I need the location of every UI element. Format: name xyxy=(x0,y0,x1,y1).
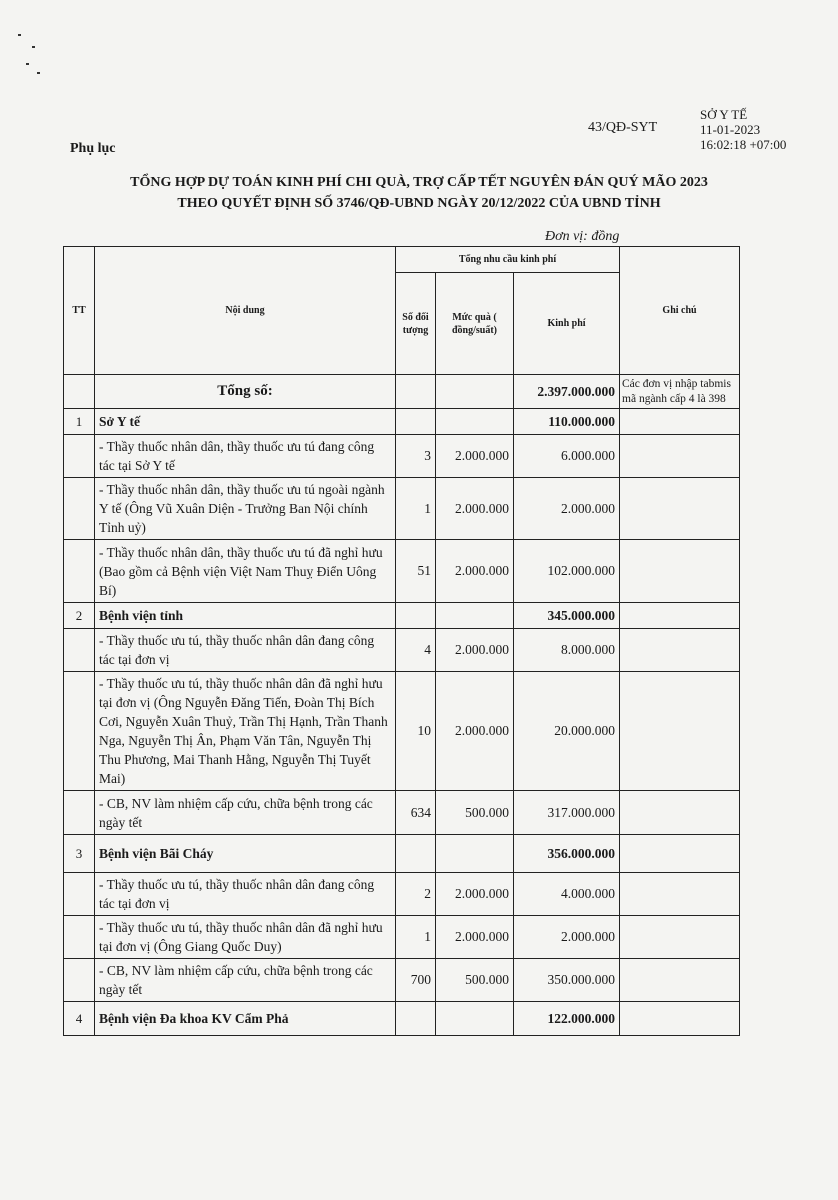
stamp-time: 16:02:18 +07:00 xyxy=(700,137,787,152)
row-note xyxy=(620,791,740,835)
table-row xyxy=(64,835,740,873)
row-content: - Thầy thuốc ưu tú, thầy thuốc nhân dân đang công tác tại đơn vị xyxy=(95,629,396,672)
row-amount: 6.000.000 xyxy=(514,435,620,478)
row-rate xyxy=(436,1002,514,1036)
row-amount: 110.000.000 xyxy=(514,409,620,435)
table-row xyxy=(64,791,740,835)
currency-unit: Đơn vị: đồng xyxy=(545,229,620,244)
row-amount: 356.000.000 xyxy=(514,835,620,873)
row-tt xyxy=(64,435,95,478)
row-amount: 102.000.000 xyxy=(514,540,620,603)
header-budget-group: Tổng nhu cầu kinh phí xyxy=(396,247,620,273)
row-count xyxy=(396,603,436,629)
row-note xyxy=(620,959,740,1002)
row-note xyxy=(620,603,740,629)
header-count: Số đối tượng xyxy=(396,273,436,375)
row-tt xyxy=(64,629,95,672)
row-amount: 345.000.000 xyxy=(514,603,620,629)
table-row xyxy=(64,409,740,435)
row-rate: 2.000.000 xyxy=(436,873,514,916)
table-row xyxy=(64,873,740,916)
row-note xyxy=(620,1002,740,1036)
row-amount: 2.000.000 xyxy=(514,916,620,959)
row-rate: 2.000.000 xyxy=(436,629,514,672)
row-count: 1 xyxy=(396,916,436,959)
total-amount: 2.397.000.000 xyxy=(514,375,620,409)
row-content: - Thầy thuốc nhân dân, thầy thuốc ưu tú đã nghỉ hưu (Bao gồm cả Bệnh viện Việt Nam Thuỵ Điển Uông Bí) xyxy=(95,540,396,603)
row-content: - Thầy thuốc ưu tú, thầy thuốc nhân dân đã nghỉ hưu tại đơn vị (Ông Nguyễn Đăng Tiến, Đoàn Thị Bích Cơi, Nguyễn Xuân Thuỷ, Trần Thị Hạnh, Trần Thanh Nga, Nguyễn Thị Ân, Phạm Văn Tân, Nguyễn Thị Thu Phương, Mai Thanh Hằng, Nguyễn Thị Tuyết Mai) xyxy=(95,672,396,791)
row-rate: 2.000.000 xyxy=(436,478,514,540)
document-code: 43/QĐ-SYT xyxy=(588,120,658,135)
row-amount: 317.000.000 xyxy=(514,791,620,835)
table-row xyxy=(64,672,740,791)
row-content: - CB, NV làm nhiệm cấp cứu, chữa bệnh trong các ngày tết xyxy=(95,791,396,835)
row-content: - Thầy thuốc nhân dân, thầy thuốc ưu tú đang công tác tại Sở Y tế xyxy=(95,435,396,478)
row-content: Sở Y tế xyxy=(95,409,396,435)
row-note xyxy=(620,916,740,959)
row-content: - Thầy thuốc ưu tú, thầy thuốc nhân dân đang công tác tại đơn vị xyxy=(95,873,396,916)
row-count: 10 xyxy=(396,672,436,791)
row-note xyxy=(620,478,740,540)
row-content: - Thầy thuốc ưu tú, thầy thuốc nhân dân đã nghỉ hưu tại đơn vị (Ông Giang Quốc Duy) xyxy=(95,916,396,959)
table-row xyxy=(64,540,740,603)
row-count xyxy=(396,409,436,435)
table-row xyxy=(64,435,740,478)
header-tt: TT xyxy=(64,247,95,375)
table-row xyxy=(64,1002,740,1036)
row-count: 2 xyxy=(396,873,436,916)
appendix-label: Phụ lục xyxy=(70,141,116,156)
row-tt: 1 xyxy=(64,409,95,435)
scan-artifact xyxy=(26,63,29,65)
row-note xyxy=(620,435,740,478)
row-amount: 4.000.000 xyxy=(514,873,620,916)
table-row xyxy=(64,959,740,1002)
document-title-line2: THEO QUYẾT ĐỊNH SỐ 3746/QĐ-UBND NGÀY 20/12/2022 CỦA UBND TỈNH xyxy=(177,196,661,211)
row-tt xyxy=(64,478,95,540)
row-tt xyxy=(64,540,95,603)
row-rate: 2.000.000 xyxy=(436,540,514,603)
digital-signature-stamp xyxy=(700,107,786,152)
row-rate: 2.000.000 xyxy=(436,672,514,791)
table-row xyxy=(64,916,740,959)
total-label: Tổng số: xyxy=(95,375,396,409)
row-count xyxy=(396,835,436,873)
row-rate xyxy=(436,409,514,435)
row-rate: 2.000.000 xyxy=(436,435,514,478)
table-row xyxy=(64,629,740,672)
header-content: Nội dung xyxy=(95,247,396,375)
row-note xyxy=(620,873,740,916)
total-row xyxy=(64,375,740,409)
row-amount: 8.000.000 xyxy=(514,629,620,672)
row-rate xyxy=(436,835,514,873)
total-count xyxy=(396,375,436,409)
row-amount: 350.000.000 xyxy=(514,959,620,1002)
scan-artifact xyxy=(32,46,35,48)
row-count: 3 xyxy=(396,435,436,478)
row-count: 700 xyxy=(396,959,436,1002)
row-content: Bệnh viện Đa khoa KV Cẩm Phả xyxy=(95,1002,396,1036)
row-count xyxy=(396,1002,436,1036)
stamp-date: 11-01-2023 xyxy=(700,122,761,137)
total-rate xyxy=(436,375,514,409)
row-tt: 4 xyxy=(64,1002,95,1036)
budget-table xyxy=(63,246,740,1036)
row-note xyxy=(620,835,740,873)
header-rate: Mức quà ( đồng/suất) xyxy=(436,273,514,375)
row-note xyxy=(620,672,740,791)
table-row xyxy=(64,603,740,629)
row-rate: 2.000.000 xyxy=(436,916,514,959)
total-tt xyxy=(64,375,95,409)
table-row xyxy=(64,478,740,540)
header-amount: Kinh phí xyxy=(514,273,620,375)
row-tt xyxy=(64,873,95,916)
scan-artifact xyxy=(37,72,40,74)
row-count: 634 xyxy=(396,791,436,835)
row-tt: 3 xyxy=(64,835,95,873)
row-tt: 2 xyxy=(64,603,95,629)
row-rate xyxy=(436,603,514,629)
row-note xyxy=(620,409,740,435)
row-tt xyxy=(64,791,95,835)
row-count: 1 xyxy=(396,478,436,540)
row-content: - Thầy thuốc nhân dân, thầy thuốc ưu tú ngoài ngành Y tế (Ông Vũ Xuân Diện - Trưởng Ban Nội chính Tỉnh uỷ) xyxy=(95,478,396,540)
row-amount: 20.000.000 xyxy=(514,672,620,791)
row-tt xyxy=(64,916,95,959)
row-content: Bệnh viện Bãi Cháy xyxy=(95,835,396,873)
stamp-org: SỞ Y TẾ xyxy=(700,107,748,122)
scan-artifact xyxy=(18,34,21,36)
row-tt xyxy=(64,959,95,1002)
row-tt xyxy=(64,672,95,791)
row-note xyxy=(620,540,740,603)
total-note: Các đơn vị nhập tabmis mã ngành cấp 4 là 398 xyxy=(620,375,740,409)
row-amount: 122.000.000 xyxy=(514,1002,620,1036)
document-title-line1: TỔNG HỢP DỰ TOÁN KINH PHÍ CHI QUÀ, TRỢ CẤP TẾT NGUYÊN ĐÁN QUÝ MÃO 2023 xyxy=(130,175,708,190)
row-amount: 2.000.000 xyxy=(514,478,620,540)
row-rate: 500.000 xyxy=(436,791,514,835)
row-note xyxy=(620,629,740,672)
row-count: 51 xyxy=(396,540,436,603)
row-content: Bệnh viện tỉnh xyxy=(95,603,396,629)
row-content: - CB, NV làm nhiệm cấp cứu, chữa bệnh trong các ngày tết xyxy=(95,959,396,1002)
row-count: 4 xyxy=(396,629,436,672)
row-rate: 500.000 xyxy=(436,959,514,1002)
header-note: Ghi chú xyxy=(620,247,740,375)
